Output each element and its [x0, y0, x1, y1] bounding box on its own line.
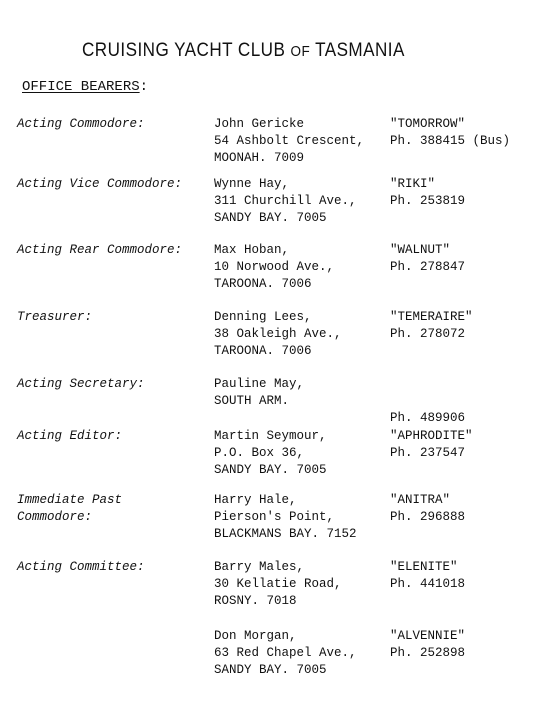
- heading-colon: :: [139, 79, 149, 95]
- address-line: 10 Norwood Ave.,: [214, 260, 335, 274]
- address-line: 311 Churchill Ave.,: [214, 194, 357, 208]
- role-column: [17, 116, 145, 133]
- role-label: Acting Commodore:: [17, 117, 145, 131]
- side-line: "TEMERAIRE": [390, 310, 473, 324]
- heading-text: OFFICE BEARERS: [22, 79, 140, 95]
- address-line: 54 Ashbolt Crescent,: [214, 134, 365, 148]
- address-line: 38 Oakleigh Ave.,: [214, 327, 342, 341]
- role-label: Acting Vice Commodore:: [17, 177, 183, 191]
- side-column: [390, 176, 465, 210]
- address-line: Martin Seymour,: [214, 429, 327, 443]
- side-column: [390, 628, 465, 662]
- side-line: "TOMORROW": [390, 117, 466, 131]
- side-line: Ph. 388415 (Bus): [390, 134, 511, 148]
- side-line: Ph. 278072: [390, 327, 466, 341]
- side-line: Ph. 489906: [390, 411, 466, 425]
- address-line: 63 Red Chapel Ave.,: [214, 646, 357, 660]
- side-line: Ph. 278847: [390, 260, 466, 274]
- address-line: SOUTH ARM.: [214, 394, 290, 408]
- address-column: [214, 242, 334, 293]
- title-tail: TASMANIA: [315, 40, 405, 61]
- address-line: John Gericke: [214, 117, 305, 131]
- side-line: Ph. 237547: [390, 446, 466, 460]
- role-label: Acting Editor:: [17, 429, 123, 443]
- address-column: [214, 116, 364, 167]
- address-line: SANDY BAY. 7005: [214, 663, 327, 677]
- address-column: [214, 559, 342, 610]
- side-column: [390, 428, 473, 462]
- side-line: Ph. 253819: [390, 194, 466, 208]
- side-column: [390, 559, 465, 593]
- side-line: "WALNUT": [390, 243, 451, 257]
- address-line: Barry Males,: [214, 560, 305, 574]
- role-label: Acting Committee:: [17, 560, 145, 574]
- side-line: Ph. 252898: [390, 646, 466, 660]
- address-line: 30 Kellatie Road,: [214, 577, 342, 591]
- section-heading: [22, 79, 148, 95]
- side-line: "ALVENNIE": [390, 629, 466, 643]
- side-column: [390, 242, 465, 276]
- side-column: [390, 309, 473, 343]
- address-column: [214, 376, 304, 410]
- side-line: Ph. 441018: [390, 577, 466, 591]
- role-label: Immediate Past: [17, 493, 123, 507]
- title-main: CRUISING YACHT CLUB: [82, 40, 286, 61]
- role-column: [17, 376, 145, 393]
- address-line: ROSNY. 7018: [214, 594, 297, 608]
- side-line: "ANITRA": [390, 493, 451, 507]
- address-column: [214, 628, 357, 679]
- side-line: [390, 393, 465, 410]
- address-line: Denning Lees,: [214, 310, 312, 324]
- side-line: "APHRODITE": [390, 429, 473, 443]
- role-label: Treasurer:: [17, 310, 93, 324]
- address-line: TAROONA. 7006: [214, 344, 312, 358]
- address-line: SANDY BAY. 7005: [214, 211, 327, 225]
- role-label: Acting Secretary:: [17, 377, 145, 391]
- club-title: [82, 40, 405, 62]
- side-line: [390, 376, 465, 393]
- side-line: Ph. 296888: [390, 510, 466, 524]
- address-column: [214, 176, 357, 227]
- title-of: OF: [290, 43, 311, 60]
- side-column: [390, 492, 465, 526]
- side-line: "ELENITE": [390, 560, 458, 574]
- role-column: [17, 559, 145, 576]
- role-column: [17, 309, 92, 326]
- address-line: BLACKMANS BAY. 7152: [214, 527, 357, 541]
- address-column: [214, 492, 357, 543]
- address-line: Max Hoban,: [214, 243, 290, 257]
- side-column: [390, 116, 510, 150]
- address-line: Don Morgan,: [214, 629, 297, 643]
- address-line: Pierson's Point,: [214, 510, 335, 524]
- address-line: P.O. Box 36,: [214, 446, 305, 460]
- role-column: [17, 492, 122, 526]
- side-line: "RIKI": [390, 177, 436, 191]
- role-label: Acting Rear Commodore:: [17, 243, 183, 257]
- role-column: [17, 242, 182, 259]
- address-line: MOONAH. 7009: [214, 151, 305, 165]
- address-line: TAROONA. 7006: [214, 277, 312, 291]
- role-column: [17, 176, 182, 193]
- address-column: [214, 309, 342, 360]
- role-label: Commodore:: [17, 510, 93, 524]
- address-line: Harry Hale,: [214, 493, 297, 507]
- side-column: [390, 376, 465, 427]
- address-line: Wynne Hay,: [214, 177, 290, 191]
- address-line: Pauline May,: [214, 377, 305, 391]
- role-column: [17, 428, 122, 445]
- address-column: [214, 428, 327, 479]
- address-line: SANDY BAY. 7005: [214, 463, 327, 477]
